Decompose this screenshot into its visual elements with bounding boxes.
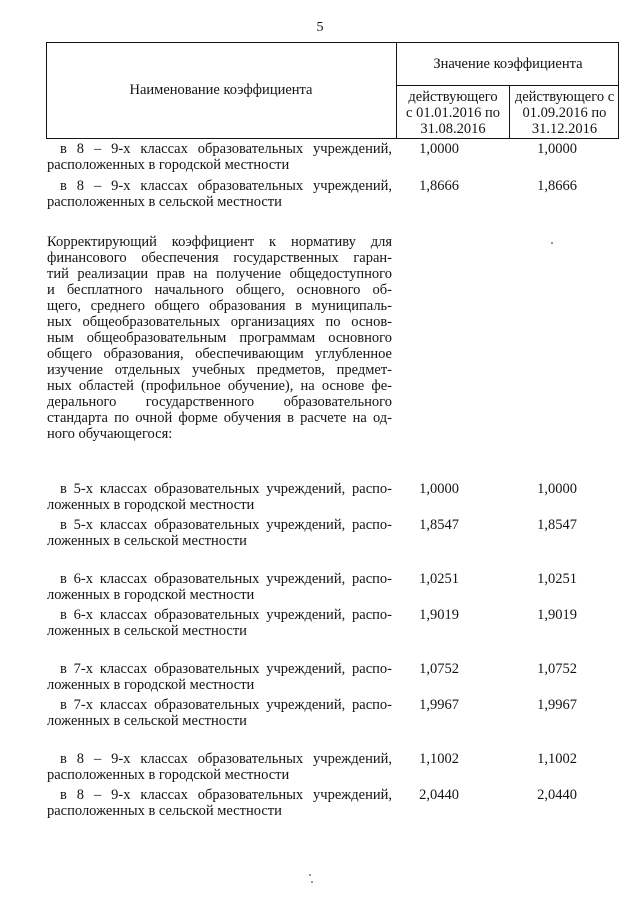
row-label-line1: в 8 – 9-х классах образовательных учреждений, xyxy=(60,178,392,194)
period1-line1: действующего xyxy=(408,89,498,105)
row-label-line2: ложенных в сельской местности xyxy=(47,533,247,549)
row-label-line1: в 7-х классах образовательных учреждений, распо- xyxy=(60,697,392,713)
paragraph-line: тий реализации прав на получение общедоступного xyxy=(47,266,392,282)
scan-speck xyxy=(311,881,313,883)
row-label-line1: в 5-х классах образовательных учреждений, распо- xyxy=(60,481,392,497)
row-value-period1: 2,0440 xyxy=(419,787,459,803)
row-label-line2: расположенных в сельской местности xyxy=(47,194,282,210)
period2-line3: 31.12.2016 xyxy=(531,121,598,137)
row-value-period2: 1,0251 xyxy=(537,571,577,587)
period2-line1: действующего с xyxy=(514,89,615,105)
period1-line3: 31.08.2016 xyxy=(420,121,486,137)
row-value-period2: 1,9019 xyxy=(537,607,577,623)
row-value-period1: 1,0000 xyxy=(419,481,459,497)
row-label-line2: ложенных в городской местности xyxy=(47,587,255,603)
row-value-period2: 1,0752 xyxy=(537,661,577,677)
row-label-line1: в 6-х классах образовательных учреждений, распо- xyxy=(60,607,392,623)
row-value-period1: 1,8547 xyxy=(419,517,459,533)
row-label-line2: ложенных в городской местности xyxy=(47,677,255,693)
scan-speck xyxy=(551,242,553,244)
row-label-line2: ложенных в сельской местности xyxy=(47,623,247,639)
table-row-label xyxy=(47,517,392,549)
row-label-line1: в 8 – 9-х классах образовательных учреждений, xyxy=(60,787,392,803)
row-label-line1: в 8 – 9-х классах образовательных учреждений, xyxy=(60,751,392,767)
paragraph-line: ных областей (профильное обучение), на основе фе- xyxy=(47,378,392,394)
value-column-header: Значение коэффициента xyxy=(433,55,583,72)
paragraph-line: ных общеобразовательных организациях по основ- xyxy=(47,314,392,330)
row-label-line1: в 6-х классах образовательных учреждений, распо- xyxy=(60,571,392,587)
paragraph-line: изучение отдельных учебных предметов, предмет- xyxy=(47,362,392,378)
row-label-line1: в 7-х классах образовательных учреждений, распо- xyxy=(60,661,392,677)
table-row-label xyxy=(47,178,392,210)
row-value-period1: 1,0752 xyxy=(419,661,459,677)
row-label-line2: расположенных в сельской местности xyxy=(47,803,282,819)
paragraph-line: стандарта по очной форме обучения в расчете на од- xyxy=(47,410,392,426)
paragraph-line: общего образования, обеспечивающим углубленное xyxy=(47,346,392,362)
row-value-period2: 1,9967 xyxy=(537,697,577,713)
scan-speck xyxy=(309,874,311,876)
table-row-label xyxy=(47,697,392,729)
row-label-line2: ложенных в сельской местности xyxy=(47,713,247,729)
page-number: 5 xyxy=(316,20,324,35)
row-value-period1: 1,8666 xyxy=(419,178,459,194)
table-row-label xyxy=(47,661,392,693)
table-row-label xyxy=(47,141,392,173)
paragraph-line: дерального государственного образовательного xyxy=(47,394,392,410)
row-label-line2: ложенных в городской местности xyxy=(47,497,255,513)
row-value-period2: 1,0000 xyxy=(537,141,577,157)
coefficient-description-paragraph xyxy=(47,234,392,442)
period2-column-header xyxy=(510,86,619,138)
paragraph-line: ным общеобразовательным программам основного xyxy=(47,330,392,346)
row-value-period1: 1,9967 xyxy=(419,697,459,713)
period2-line2: 01.09.2016 по xyxy=(522,105,607,121)
row-label-line1: в 5-х классах образовательных учреждений, распо- xyxy=(60,517,392,533)
paragraph-line: финансового обеспечения государственных гаран- xyxy=(47,250,392,266)
paragraph-line: и бесплатного начального общего, основного об- xyxy=(47,282,392,298)
row-label-line2: расположенных в городской местности xyxy=(47,767,290,783)
row-value-period2: 1,8666 xyxy=(537,178,577,194)
paragraph-line: ного обучающегося: xyxy=(47,426,173,442)
row-value-period1: 1,1002 xyxy=(419,751,459,767)
row-value-period2: 2,0440 xyxy=(537,787,577,803)
row-value-period2: 1,8547 xyxy=(537,517,577,533)
row-value-period2: 1,0000 xyxy=(537,481,577,497)
table-row-label xyxy=(47,751,392,783)
table-row-label xyxy=(47,571,392,603)
period1-column-header xyxy=(397,86,509,138)
row-value-period1: 1,0251 xyxy=(419,571,459,587)
row-value-period1: 1,9019 xyxy=(419,607,459,623)
header-bottom-border xyxy=(46,138,619,139)
table-row-label xyxy=(47,787,392,819)
row-label-line1: в 8 – 9-х классах образовательных учреждений, xyxy=(60,141,392,157)
name-column-header: Наименование коэффициента xyxy=(129,82,313,98)
row-value-period2: 1,1002 xyxy=(537,751,577,767)
row-value-period1: 1,0000 xyxy=(419,141,459,157)
period1-line2: с 01.01.2016 по xyxy=(406,105,500,121)
table-row-label xyxy=(47,481,392,513)
coefficient-table-header xyxy=(46,42,619,138)
table-row-label xyxy=(47,607,392,639)
row-label-line2: расположенных в городской местности xyxy=(47,157,290,173)
paragraph-line: Корректирующий коэффициент к нормативу для xyxy=(47,234,392,250)
paragraph-line: щего, среднего общего образования в муниципаль- xyxy=(47,298,392,314)
